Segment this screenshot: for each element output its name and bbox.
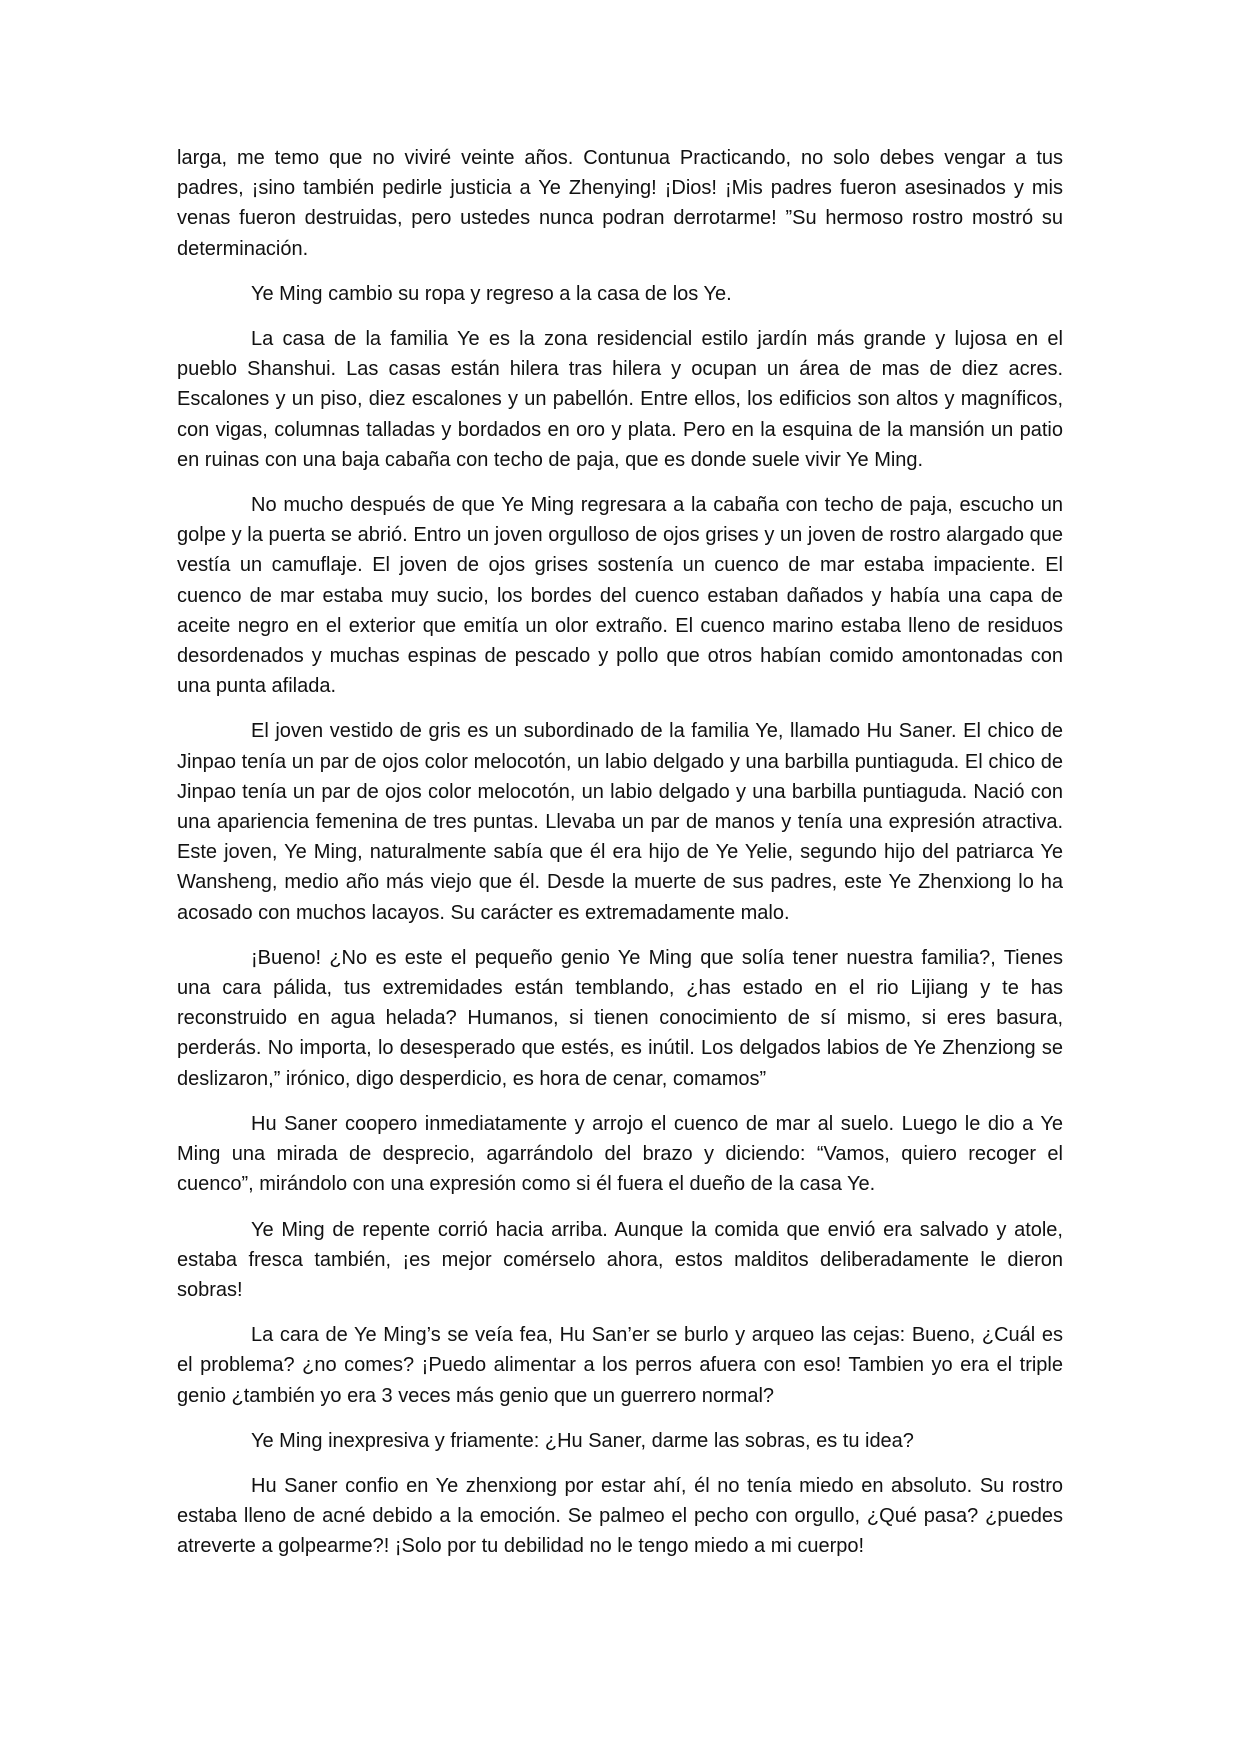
paragraph-2: Ye Ming cambio su ropa y regreso a la casa de los Ye. <box>251 282 732 305</box>
paragraph-11: Hu Saner confio en Ye zhenxiong por estar ahí, él no tenía miedo en absoluto. Su rostro estaba lleno de acné debido a la emoción. Se palmeo el pecho con orgullo, ¿Qué pasa? ¿puedes atreverte a golpearme?! ¡Solo por tu debilidad no le tengo miedo a mi cuerpo! <box>177 1474 1063 1558</box>
document-page <box>177 143 1063 1577</box>
paragraph-3: La casa de la familia Ye es la zona residencial estilo jardín más grande y lujosa en el pueblo Shanshui. Las casas están hilera tras hilera y ocupan un área de mas de diez acres. Escalones y un piso, diez escalones y un pabellón. Entre ellos, los edificios son altos y magníficos, con vigas, columnas talladas y bordados en oro y plata. Pero en la esquina de la mansión un patio en ruinas con una baja cabaña con techo de paja, que es donde suele vivir Ye Ming. <box>177 328 1063 471</box>
paragraph-4: No mucho después de que Ye Ming regresara a la cabaña con techo de paja, escucho un golpe y la puerta se abrió. Entro un joven orgulloso de ojos grises y un joven de rostro alargado que vestía un camuflaje. El joven de ojos grises sostenía un cuenco de mar estaba impaciente. El cuenco de mar estaba muy sucio, los bordes del cuenco estaban dañados y había una capa de aceite negro en el exterior que emitía un olor extraño. El cuenco marino estaba lleno de residuos desordenados y muchas espinas de pescado y pollo que otros habían comido amontonadas con una punta afilada. <box>177 494 1063 698</box>
paragraph-9: La cara de Ye Ming’s se veía fea, Hu San’er se burlo y arqueo las cejas: Bueno, ¿Cuál es el problema? ¿no comes? ¡Puedo alimentar a los perros afuera con eso! Tambien yo era el triple genio ¿también yo era 3 veces más genio que un guerrero normal? <box>177 1324 1063 1407</box>
paragraph-8: Ye Ming de repente corrió hacia arriba. Aunque la comida que envió era salvado y atole, estaba fresca también, ¡es mejor comérselo ahora, estos malditos deliberadamente le dieron sobras! <box>177 1218 1063 1301</box>
paragraph-7: Hu Saner coopero inmediatamente y arrojo el cuenco de mar al suelo. Luego le dio a Ye Ming una mirada de desprecio, agarrándolo del brazo y diciendo: “Vamos, quiero recoger el cuenco”, mirándolo con una expresión como si él fuera el dueño de la casa Ye. <box>177 1112 1063 1196</box>
paragraph-1: larga, me temo que no viviré veinte años. Contunua Practicando, no solo debes vengar a tus padres, ¡sino también pedirle justicia a Ye Zhenying! ¡Dios! ¡Mis padres fueron asesinados y mis venas fueron destruidas, pero ustedes nunca podran derrotarme! ”Su hermoso rostro mostró su determinación. <box>177 147 1063 260</box>
paragraph-10: Ye Ming inexpresiva y friamente: ¿Hu Saner, darme las sobras, es tu idea? <box>251 1429 914 1452</box>
paragraph-5: El joven vestido de gris es un subordinado de la familia Ye, llamado Hu Saner. El chico de Jinpao tenía un par de ojos color melocotón, un labio delgado y una barbilla puntiaguda. El chico de Jinpao tenía un par de ojos color melocotón, un labio delgado y una barbilla puntiaguda. Nació con una apariencia femenina de tres puntas. Llevaba un par de manos y tenía una expresión atractiva. Este joven, Ye Ming, naturalmente sabía que él era hijo de Ye Yelie, segundo hijo del patriarca Ye Wansheng, medio año más viejo que él. Desde la muerte de sus padres, este Ye Zhenxiong lo ha acosado con muchos lacayos. Su carácter es extremadamente malo. <box>177 720 1063 924</box>
paragraph-6: ¡Bueno! ¿No es este el pequeño genio Ye Ming que solía tener nuestra familia?, Tienes una cara pálida, tus extremidades están temblando, ¿has estado en el rio Lijiang y te has reconstruido en agua helada? Humanos, si tienen conocimiento de sí mismo, si eres basura, perderás. No importa, lo desesperado que estés, es inútil. Los delgados labios de Ye Zhenziong se deslizaron,” irónico, digo desperdicio, es hora de cenar, comamos” <box>177 946 1063 1090</box>
